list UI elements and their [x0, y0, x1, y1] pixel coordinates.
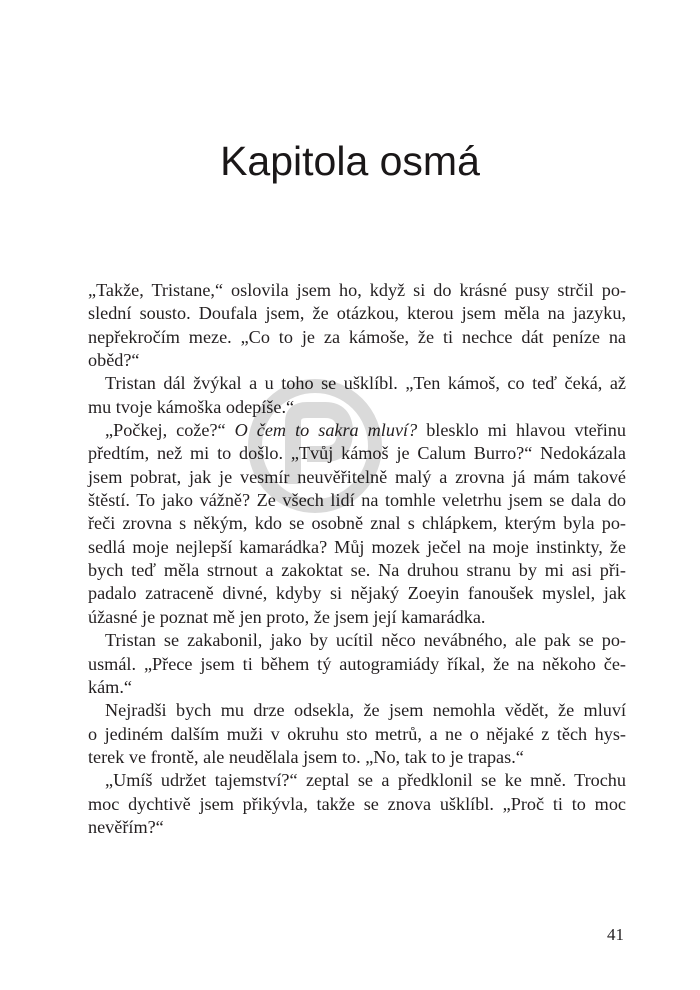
text-line: [88, 419, 626, 442]
text-line: nevěřím?“: [88, 816, 164, 837]
text-line: padalo zatraceně divné, kdyby si nějaký Zoeyin fanoušek myslel, jak: [88, 583, 626, 604]
text-line: oběd?“: [88, 350, 140, 371]
text-line: usmál. „Přece jsem ti během tý autogramiády říkal, že na někoho če-: [88, 653, 626, 674]
text-line: bych teď měla strnout a zakoktat se. Na druhou stranu by mi asi při-: [88, 560, 626, 581]
text-line: terek ve frontě, ale neudělala jsem to. „No, tak to je trapas.“: [88, 746, 524, 767]
text-line: řeči zrovna s někým, kdo se osobně znal s chlápkem, kterým byla po-: [88, 513, 626, 534]
text-line: štěstí. To jako vážně? Ze všech lidí na tomhle veletrhu jsem se dala do: [88, 490, 626, 511]
text-line: sedlá moje nejlepší kamarádka? Můj mozek ječel na moje instinkty, že: [88, 536, 626, 557]
text-line: o jediném dalším muži v okruhu sto metrů, a ne o nějaké z těch hys-: [88, 723, 626, 744]
text-line: mu tvoje kámoška odepíše.“: [88, 396, 295, 417]
chapter-title: Kapitola osmá: [220, 138, 480, 184]
text-line: předtím, než mi to došlo. „Tvůj kámoš je Calum Burro?“ Nedokázala: [88, 443, 626, 464]
text-line: moc dychtivě jsem přikývla, takže se znova ušklíbl. „Proč ti to moc: [88, 793, 626, 814]
text-line: slední sousto. Doufala jsem, že otázkou, kterou jsem měla na jazyku,: [88, 303, 626, 324]
text-line: nepřekročím meze. „Co to je za kámoše, že ti nechce dát peníze na: [88, 326, 626, 347]
text-line: Tristan se zakabonil, jako by ucítil něco nevábného, ale pak se po-: [105, 630, 626, 651]
text-line: Nejradši bych mu drze odsekla, že jsem nemohla vědět, že mluví: [105, 700, 626, 721]
text-line: úžasné je poznat mě jen proto, že jsem její kamarádka.: [88, 606, 486, 627]
chapter-body: [88, 279, 626, 839]
text-line: kám.“: [88, 676, 132, 697]
text-line: Tristan dál žvýkal a u toho se ušklíbl. „Ten kámoš, co teď čeká, až: [105, 373, 626, 394]
page-number: 41: [607, 925, 624, 944]
italic-thought: O čem to sakra mluví?: [234, 420, 418, 441]
text-run: blesklo mi hlavou vteřinu: [417, 420, 626, 441]
text-line: „Takže, Tristane,“ oslovila jsem ho, když si do krásné pusy strčil po-: [88, 280, 626, 300]
text-line: jsem pobrat, jak je vesmír neuvěřitelně malý a zrovna já mám takové: [88, 466, 626, 487]
text-run: „Počkej, cože?“: [105, 420, 235, 441]
text-line: „Umíš udržet tajemství?“ zeptal se a předklonil se ke mně. Trochu: [105, 770, 626, 791]
